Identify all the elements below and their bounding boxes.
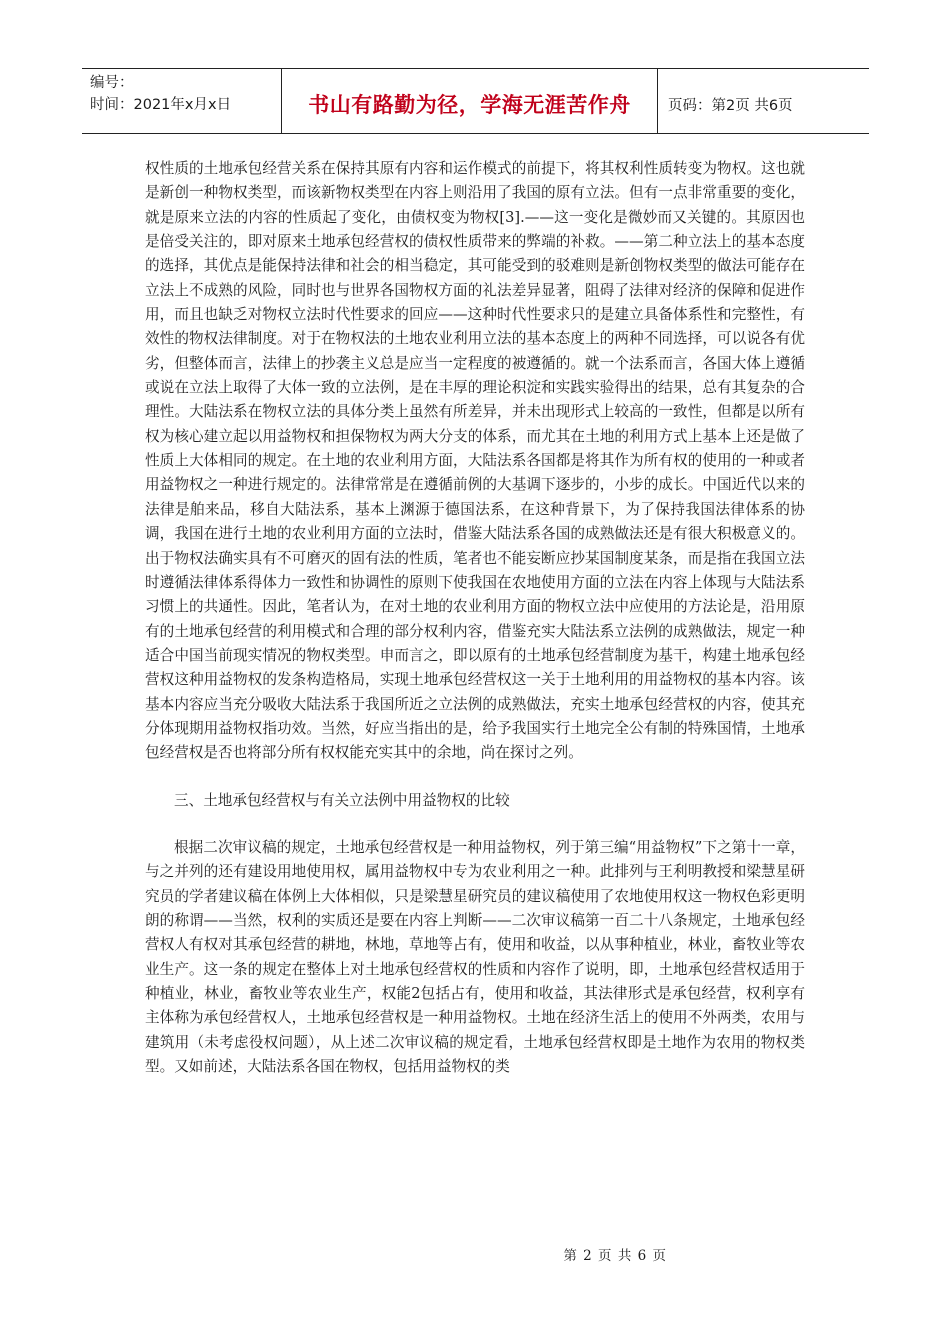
header-meta (82, 69, 282, 133)
page-footer: 第 2 页 共 6 页 (563, 1248, 667, 1264)
header-motto: 书山有路勤为径，学海无涯苦作舟 (282, 69, 658, 133)
time-label: 时间：2021年x月x日 (90, 97, 232, 113)
document-header (82, 68, 869, 134)
body-paragraph-2: 根据二次审议稿的规定，土地承包经营权是一种用益物权，列于第三编“用益物权”下之第十一章，与之并列的还有建设用地使用权，属用益物权中专为农业利用之一种。此排列与王利明教授和梁慧星研究员的学者建议稿在体例上大体相似，只是梁慧星研究员的建议稿使用了农地使用权这一物权色彩更明朗的称谓——当然，权利的实质还是要在内容上判断——二次审议稿第一百二十八条规定，土地承包经营权人有权对其承包经营的耕地，林地，草地等占有，使用和收益，以从事种植业，林业，畜牧业等农业生产。这一条的规定在整体上对土地承包经营权的性质和内容作了说明，即，土地承包经营权适用于种植业，林业，畜牧业等农业生产，权能2包括占有，使用和收益，其法律形式是承包经营，权利享有主体称为承包经营权人，土地承包经营权是一种用益物权。土地在经济生活上的使用不外两类，农用与建筑用（未考虑役权问题），从上述二次审议稿的规定看，土地承包经营权即是土地作为农用的物权类型。又如前述，大陆法系各国在物权，包括用益物权的类 (145, 838, 805, 1076)
document-body (145, 157, 805, 1079)
header-page-info: 页码：第2页 共6页 (668, 97, 793, 114)
serial-number-label: 编号： (90, 75, 134, 91)
section-heading: 三、土地承包经营权与有关立法例中用益物权的比较 (174, 791, 510, 809)
body-paragraph-1: 权性质的土地承包经营关系在保持其原有内容和运作模式的前提下，将其权利性质转变为物权。这也就是新创一种物权类型，而该新物权类型在内容上则沿用了我国的原有立法。但有一点非常重要的变化，就是原来立法的内容的性质起了变化，由债权变为物权[3].——这一变化是微妙而又关键的。其原因也是倍受关注的，即对原来土地承包经营权的债权性质带来的弊端的补救。——第二种立法上的基本态度的选择，其优点是能保持法律和社会的相当稳定，其可能受到的驳难则是新创物权类型的做法可能存在立法上不成熟的风险，同时也与世界各国物权方面的礼法差异显著，阻碍了法律对经济的保障和促进作用，而且也缺乏对物权立法时代性要求的回应——这种时代性要求只的是建立具备体系性和完整性，有效性的物权法律制度。对于在物权法的土地农业利用立法的基本态度上的两种不同选择，可以说各有优劣，但整体而言，法律上的抄袭主义总是应当一定程度的被遵循的。就一个法系而言，各国大体上遵循或说在立法上取得了大体一致的立法例，是在丰厚的理论积淀和实践实验得出的结果，总有其复杂的合理性。大陆法系在物权立法的具体分类上虽然有所差异，并未出现形式上较高的一致性，但都是以所有权为核心建立起以用益物权和担保物权为两大分支的体系，而尤其在土地的利用方式上基本上还是做了性质上大体相同的规定。在土地的农业利用方面，大陆法系各国都是将其作为所有权的使用的一种或者用益物权之一种进行规定的。法律常常是在遵循前例的大基调下逐步的，小步的成长。中国近代以来的法律是舶来品，移自大陆法系，基本上渊源于德国法系，在这种背景下，为了保持我国法律体系的协调，我国在进行土地的农业利用方面的立法时，借鉴大陆法系各国的成熟做法还是有很大积极意义的。出于物权法确实具有不可磨灭的固有法的性质，笔者也不能妄断应抄某国制度某条，而是指在我国立法时遵循法律体系得体力一致性和协调性的原则下使我国在农地使用方面的立法在内容上体现与大陆法系习惯上的共通性。因此，笔者认为，在对土地的农业利用方面的物权立法中应使用的方法论是，沿用原有的土地承包经营的利用模式和合理的部分权利内容，借鉴充实大陆法系立法例的成熟做法，规定一种适合中国当前现实情况的物权类型。申而言之，即以原有的土地承包经营制度为基干，构建土地承包经营权这种用益物权的发条构造格局，实现土地承包经营权这一关于土地利用的用益物权的基本内容。该基本内容应当充分吸收大陆法系于我国所近之立法例的成熟做法，充实土地承包经营权的内容，使其充分体现期用益物权指功效。当然，好应当指出的是，给予我国实行土地完全公有制的特殊国情，土地承包经营权是否也将部分所有权权能充实其中的余地，尚在探讨之列。 (145, 160, 805, 762)
